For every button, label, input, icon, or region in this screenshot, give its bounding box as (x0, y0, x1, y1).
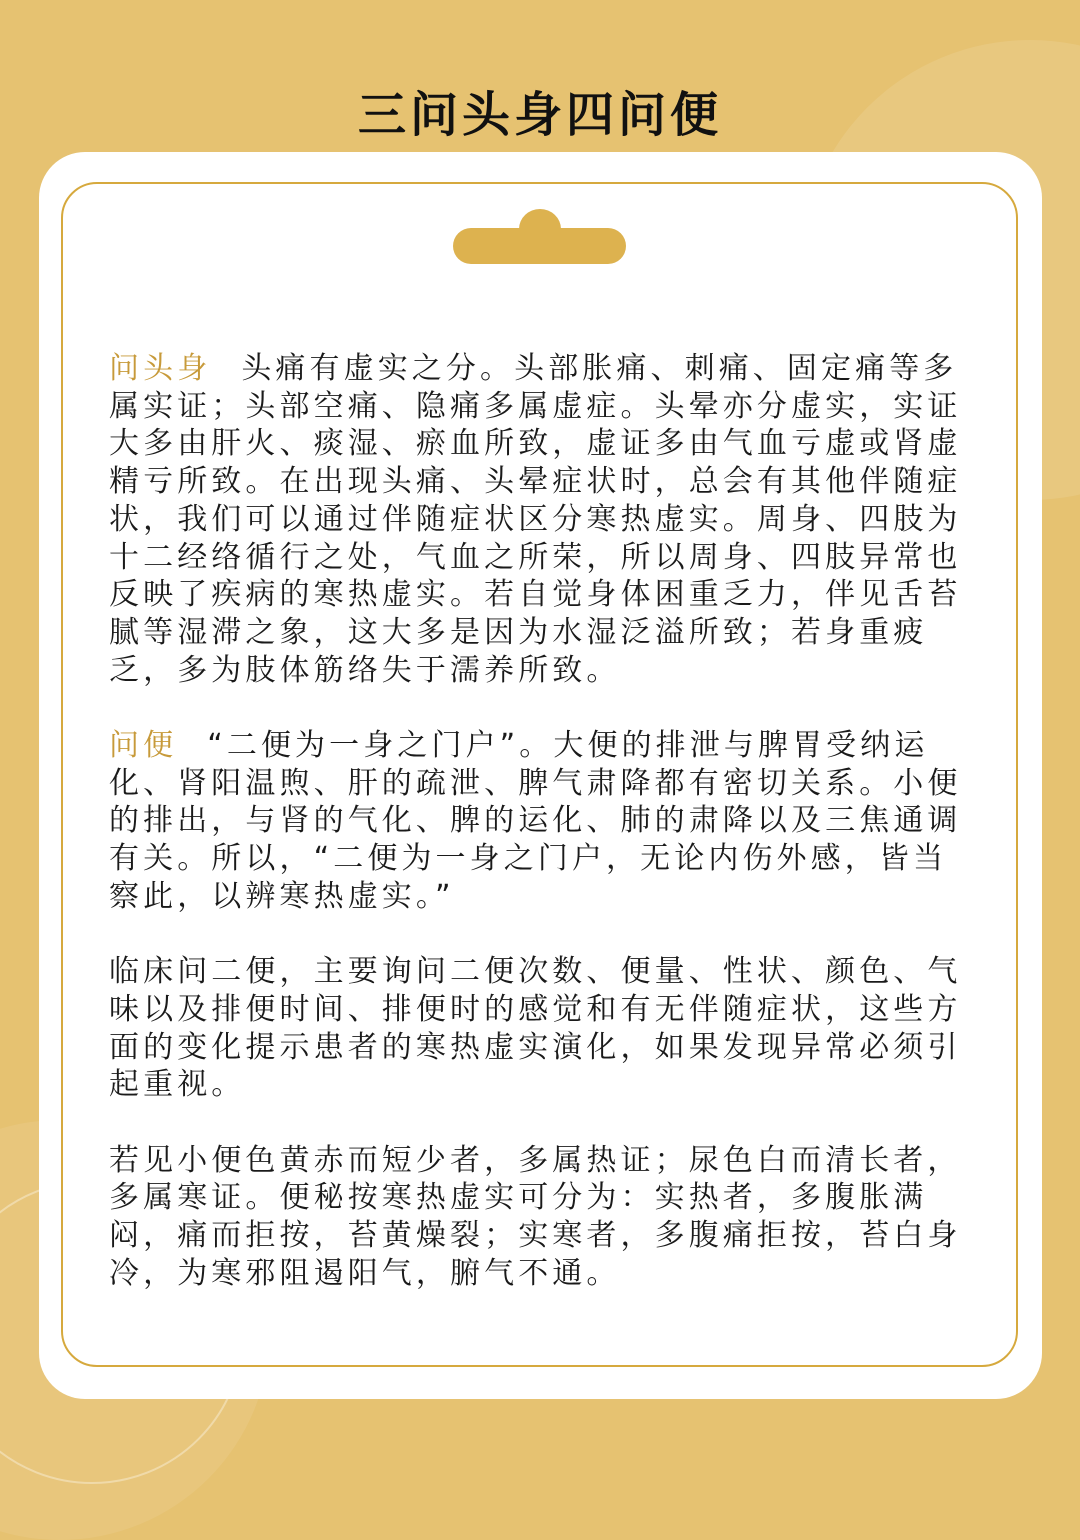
section-text: “二便为一身之门户”。大便的排泄与脾胃受纳运化、肾阳温煦、肝的疏泄、脾气肃降都有密切关系。小便的排出，与肾的气化、脾的运化、肺的肃降以及三焦通调有关。所以，“二便为一身之门户，无论内伤外感，皆当察此，以辨寒热虚实。” (109, 728, 962, 914)
content-card (39, 152, 1042, 1399)
paragraph: 临床问二便，主要询问二便次数、便量、性状、颜色、气味以及排便时间、排便时的感觉和有无伴随症状，这些方面的变化提示患者的寒热虚实演化，如果发现异常必须引起重视。 (109, 954, 962, 1103)
page-title: 三问头身四问便 (357, 87, 722, 144)
section-label: 问便 (109, 728, 178, 764)
section-text: 头痛有虚实之分。头部胀痛、刺痛、固定痛等多属实证；头部空痛、隐痛多属虚症。头晕亦分虚实，实证大多由肝火、痰湿、瘀血所致，虚证多由气血亏虚或肾虚精亏所致。在出现头痛、头晕症状时，总会有其他伴随症状，我们可以通过伴随症状区分寒热虚实。周身、四肢为十二经络循行之处，气血之所荣，所以周身、四肢异常也反映了疾病的寒热虚实。若自觉身体困重乏力，伴见舌苔腻等湿滞之象，这大多是因为水湿泛溢所致；若身重疲乏，多为肢体筋络失于濡养所致。 (109, 351, 962, 688)
section-label: 问头身 (109, 351, 212, 386)
article-body (109, 350, 971, 1330)
section-stool-urine (109, 727, 971, 916)
paragraph: 若见小便色黄赤而短少者，多属热证；尿色白而清长者，多属寒证。便秘按寒热虚实可分为：实热者，多腹胀满闷，痛而拒按，苔黄燥裂；实寒者，多腹痛拒按，苔白身冷，为寒邪阻遏阳气，腑气不通。 (109, 1142, 962, 1291)
section-head-body (109, 350, 971, 689)
tab-pill-decoration (453, 228, 626, 264)
